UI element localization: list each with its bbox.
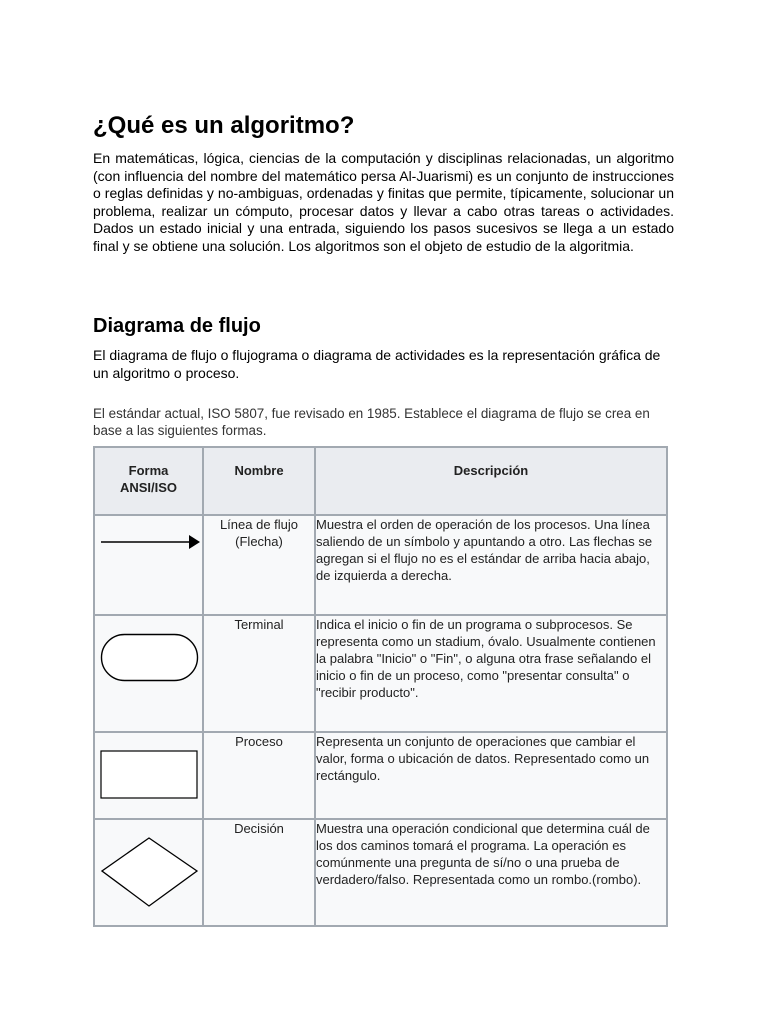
intro-paragraph: En matemáticas, lógica, ciencias de la computación y disciplinas relacionadas, un algoritmo (con influencia del nombre del matemático persa Al-Juarismi) es un conjunto de instrucciones o reglas definidas y no-ambiguas, ordenadas y finitas que permite, típicamente, solucionar un problema, realizar un cómputo, procesar datos y llevar a cabo otras tareas o actividades. Dados un estado inicial y una entrada, siguiendo los pasos sucesivos se llega a un estado final y se obtiene una solución. Los algoritmos son el objeto de estudio de la algoritmia. [93,150,674,254]
table-row [94,732,667,819]
section-heading: Diagrama de flujo [93,315,261,337]
shape-cell [94,819,203,926]
rectangle-icon [100,750,202,802]
arrow-icon [99,532,203,552]
table-header-row [94,447,667,515]
shape-name: Proceso [235,734,283,749]
header-name: Nombre [203,447,315,515]
standard-paragraph: El estándar actual, ISO 5807, fue revisado en 1985. Establece el diagrama de flujo se crea en base a las siguientes formas. [93,406,650,438]
shape-cell [94,615,203,732]
diamond-icon [101,836,201,908]
header-shape-line1: Forma [128,463,169,478]
header-shape-line2: ANSI/ISO [119,480,178,495]
header-shape [94,447,203,515]
name-cell [203,615,315,732]
name-cell [203,732,315,819]
description-cell: Indica el inicio o fin de un programa o subprocesos. Se representa como un stadium, óvalo. Usualmente contienen la palabra "Inicio" o "Fin", o alguna otra frase señalando el inicio o fin de un proceso, como "presentar consulta" o "recibir producto". [315,615,667,732]
table-row [94,615,667,732]
description-cell: Muestra una operación condicional que determina cuál de los dos caminos tomará el programa. La operación es comúnmente una pregunta de sí/no o una prueba de verdadero/falso. Representada como un rombo.(rombo). [315,819,667,926]
page-title: ¿Qué es un algoritmo? [93,112,355,139]
table-row [94,515,667,615]
description-cell: Muestra el orden de operación de los procesos. Una línea saliendo de un símbolo y apuntando a otro. Las flechas se agregan si el flujo no es el estándar de arriba hacia abajo, de izquierda a derecha. [315,515,667,615]
flowchart-shapes-table [93,446,668,927]
shape-cell [94,515,203,615]
shape-name: Decisión [234,821,284,836]
table-row [94,819,667,926]
description-cell: Representa un conjunto de operaciones que cambiar el valor, forma o ubicación de datos. Representado como un rectángulo. [315,732,667,819]
name-cell [203,515,315,615]
stadium-icon [100,633,202,683]
header-description: Descripción [315,447,667,515]
shape-cell [94,732,203,819]
shape-name: Terminal [234,617,284,632]
shape-name: Línea de flujo [219,517,299,532]
flowchart-definition-paragraph: El diagrama de flujo o flujograma o diagrama de actividades es la representación gráfica de un algoritmo o proceso. [93,347,661,381]
shape-name-detail: (Flecha) [235,534,283,549]
name-cell [203,819,315,926]
